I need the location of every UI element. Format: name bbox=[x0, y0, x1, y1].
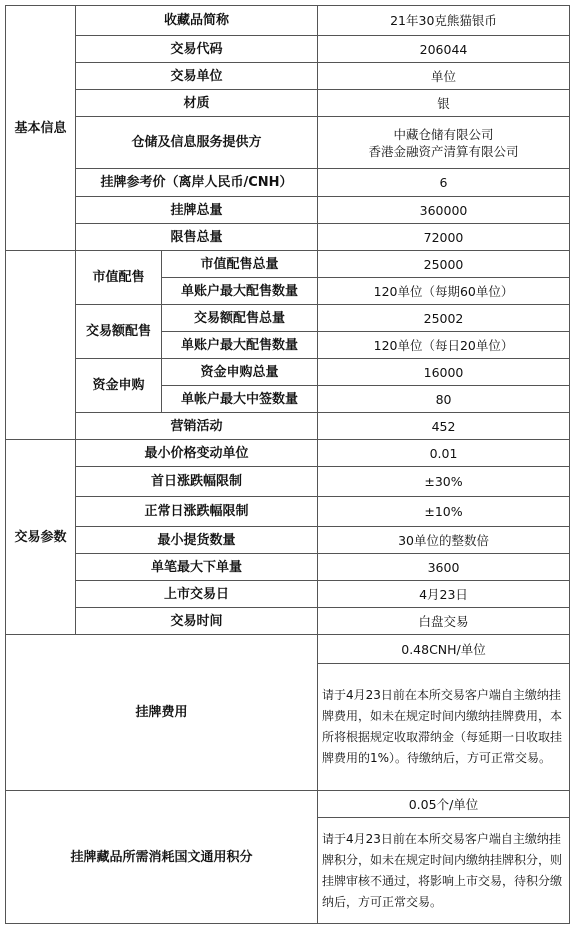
row-label: 交易单位 bbox=[76, 63, 318, 90]
row-value: 6 bbox=[318, 169, 570, 197]
row-label: 营销活动 bbox=[76, 413, 318, 440]
fee-value: 0.48CNH/单位 bbox=[318, 635, 570, 664]
table-row bbox=[6, 497, 570, 527]
group-volume-label: 交易额配售 bbox=[76, 305, 162, 359]
table-row bbox=[6, 36, 570, 63]
row-label: 首日涨跌幅限制 bbox=[76, 467, 318, 497]
row-value: ±30% bbox=[318, 467, 570, 497]
table-row bbox=[6, 467, 570, 497]
section-trade-label: 交易参数 bbox=[6, 440, 76, 635]
row-value bbox=[318, 117, 570, 169]
row-value: 206044 bbox=[318, 36, 570, 63]
table-row bbox=[6, 791, 570, 818]
table-row bbox=[6, 359, 570, 386]
section-basic-label: 基本信息 bbox=[6, 6, 76, 251]
group-market-label: 市值配售 bbox=[76, 251, 162, 305]
group-fund-label: 资金申购 bbox=[76, 359, 162, 413]
provider-name: 香港金融资产清算有限公司 bbox=[368, 143, 519, 159]
row-label: 交易额配售总量 bbox=[162, 305, 318, 332]
row-value: 21年30克熊猫银币 bbox=[318, 6, 570, 36]
row-value: 0.01 bbox=[318, 440, 570, 467]
row-value: 30单位的整数倍 bbox=[318, 527, 570, 554]
row-value: 16000 bbox=[318, 359, 570, 386]
row-label: 挂牌总量 bbox=[76, 197, 318, 224]
table-row bbox=[6, 90, 570, 117]
table-row bbox=[6, 251, 570, 278]
row-label: 仓储及信息服务提供方 bbox=[76, 117, 318, 169]
row-label: 市值配售总量 bbox=[162, 251, 318, 278]
row-value: 单位 bbox=[318, 63, 570, 90]
provider-name: 中藏仓储有限公司 bbox=[393, 126, 494, 142]
row-label: 资金申购总量 bbox=[162, 359, 318, 386]
row-label: 材质 bbox=[76, 90, 318, 117]
row-label: 单账户最大配售数量 bbox=[162, 332, 318, 359]
row-value: 360000 bbox=[318, 197, 570, 224]
table-row bbox=[6, 305, 570, 332]
table-row bbox=[6, 527, 570, 554]
row-label: 交易时间 bbox=[76, 608, 318, 635]
row-value: 银 bbox=[318, 90, 570, 117]
row-label: 收藏品简称 bbox=[76, 6, 318, 36]
row-label: 挂牌参考价（离岸人民币/CNH） bbox=[76, 169, 318, 197]
row-label: 交易代码 bbox=[76, 36, 318, 63]
points-label: 挂牌藏品所需消耗国文通用积分 bbox=[6, 791, 318, 924]
row-label: 上市交易日 bbox=[76, 581, 318, 608]
row-label: 最小价格变动单位 bbox=[76, 440, 318, 467]
table-row bbox=[6, 117, 570, 169]
row-value: 4月23日 bbox=[318, 581, 570, 608]
table-row bbox=[6, 413, 570, 440]
collectible-info-table bbox=[5, 5, 570, 924]
row-value: 80 bbox=[318, 386, 570, 413]
table-row bbox=[6, 224, 570, 251]
row-value: 3600 bbox=[318, 554, 570, 581]
table-row bbox=[6, 581, 570, 608]
row-label: 限售总量 bbox=[76, 224, 318, 251]
table-row bbox=[6, 554, 570, 581]
section-allocation-blank bbox=[6, 251, 76, 440]
row-label: 单笔最大下单量 bbox=[76, 554, 318, 581]
row-label: 单账户最大配售数量 bbox=[162, 278, 318, 305]
row-value: 白盘交易 bbox=[318, 608, 570, 635]
row-label: 单帐户最大中签数量 bbox=[162, 386, 318, 413]
table-row bbox=[6, 63, 570, 90]
row-value: ±10% bbox=[318, 497, 570, 527]
points-note: 请于4月23日前在本所交易客户端自主缴纳挂牌积分，如未在规定时间内缴纳挂牌积分，则挂牌审核不通过，将影响上市交易，待积分缴纳后，方可正常交易。 bbox=[318, 818, 570, 924]
table-row bbox=[6, 635, 570, 664]
row-value: 120单位（每日20单位） bbox=[318, 332, 570, 359]
row-value: 25000 bbox=[318, 251, 570, 278]
row-value: 120单位（每期60单位） bbox=[318, 278, 570, 305]
fee-label: 挂牌费用 bbox=[6, 635, 318, 791]
table-row bbox=[6, 6, 570, 36]
row-label: 正常日涨跌幅限制 bbox=[76, 497, 318, 527]
table-row bbox=[6, 169, 570, 197]
table-row bbox=[6, 197, 570, 224]
points-value: 0.05个/单位 bbox=[318, 791, 570, 818]
row-label: 最小提货数量 bbox=[76, 527, 318, 554]
table-row bbox=[6, 608, 570, 635]
row-value: 452 bbox=[318, 413, 570, 440]
table-row bbox=[6, 440, 570, 467]
row-value: 25002 bbox=[318, 305, 570, 332]
fee-note: 请于4月23日前在本所交易客户端自主缴纳挂牌费用，如未在规定时间内缴纳挂牌费用，本所将根据规定收取滞纳金（每延期一日收取挂牌费用的1%）。待缴纳后，方可正常交易。 bbox=[318, 664, 570, 791]
row-value: 72000 bbox=[318, 224, 570, 251]
